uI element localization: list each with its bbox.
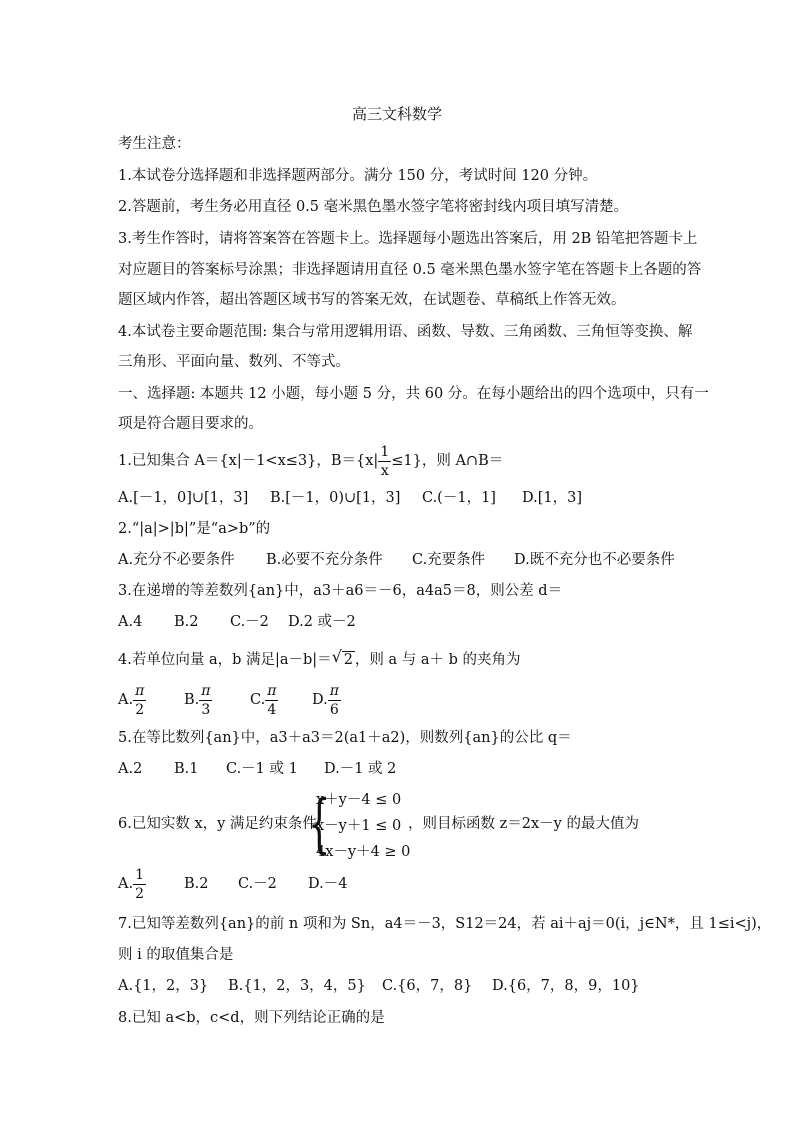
notice-heading: 考生注意：: [118, 136, 191, 152]
q6-constraint-1: x＋y－4 ≤ 0: [316, 792, 402, 808]
question-6-options: [118, 864, 347, 904]
question-6-stem-start: 6.已知实数 x，y 满足约束条件: [118, 816, 317, 832]
q2-option-d: D.既不充分也不必要条件: [514, 552, 675, 568]
pi-symbol: π: [267, 682, 277, 699]
q1-option-b: B.[－1，0)∪[1，3]: [270, 490, 401, 506]
q4-option-a-fraction: [133, 682, 146, 719]
q4-option-c-denominator: 4: [267, 701, 277, 718]
q7-option-b: B.{1，2，3，4，5}: [228, 978, 366, 994]
q4-option-c: [250, 680, 312, 720]
left-brace: {: [308, 787, 331, 861]
q5-option-a: A.2: [118, 761, 143, 777]
q6-option-a: [118, 864, 184, 904]
question-1-options: [118, 488, 582, 508]
question-7-options: [118, 976, 640, 996]
q4-option-a-denominator: 2: [135, 701, 145, 718]
q1-option-a: A.[－1，0]∪[1，3]: [118, 490, 249, 506]
q5-option-c: C.－1 或 1: [226, 761, 298, 777]
question-8-stem: 8.已知 a<b，c<d，则下列结论正确的是: [118, 1010, 385, 1026]
q4-option-d-label: D.: [312, 692, 328, 708]
q6-option-c: C.－2: [238, 876, 277, 892]
question-5-stem: 5.在等比数列{an}中，a3＋a3＝2(a1＋a2)，则数列{an}的公比 q＝: [118, 730, 572, 746]
q4-option-d-fraction: [328, 682, 341, 719]
q4-stem-end: ，则 a 与 a＋ b 的夹角为: [354, 652, 521, 668]
pi-symbol: π: [201, 682, 211, 699]
page-title: 高三文科数学: [351, 105, 442, 123]
q3-option-a: A.4: [118, 614, 143, 630]
q4-option-c-label: C.: [250, 692, 266, 708]
q3-option-d: D.2 或－2: [288, 614, 356, 630]
question-1-stem: [118, 442, 503, 480]
section-heading-line-2: 项是符合题目要求的。: [118, 416, 263, 432]
q6-option-a-fraction: [133, 866, 146, 903]
q1-stem-end: ≤1}，则 A∩B＝: [391, 453, 504, 469]
q4-radicand: 2: [343, 652, 353, 668]
notice-item-3-line-1: 3.考生作答时，请将答案答在答题卡上。选择题每小题选出答案后，用 2B 铅笔把答题卡上: [118, 231, 698, 247]
q7-option-d: D.{6，7，8，9，10}: [492, 978, 640, 994]
question-3-options: [118, 612, 356, 632]
question-5-options: [118, 759, 396, 779]
q6-option-a-denominator: 2: [135, 885, 145, 902]
q5-option-d: D.－1 或 2: [324, 761, 397, 777]
question-7-stem-line-2: 则 i 的取值集合是: [118, 947, 234, 963]
q6-option-b: B.2: [184, 876, 209, 892]
q1-option-c: C.(－1，1]: [422, 490, 496, 506]
pi-symbol: π: [135, 682, 145, 699]
question-2-stem: 2.“|a|>|b|”是“a>b”的: [118, 521, 271, 537]
q4-option-d-denominator: 6: [329, 701, 339, 718]
q6-constraint-2: x－y＋1 ≤ 0: [316, 818, 402, 834]
q2-option-b: B.必要不充分条件: [266, 552, 383, 568]
q4-square-root: [332, 648, 355, 672]
question-3-stem: 3.在递增的等差数列{an}中，a3＋a6＝－6，a4a5＝8，则公差 d＝: [118, 583, 563, 599]
q4-option-a: [118, 680, 184, 720]
q3-option-b: B.2: [174, 614, 199, 630]
q2-option-a: A.充分不必要条件: [118, 552, 235, 568]
question-6-stem-end: ，则目标函数 z＝2x－y 的最大值为: [408, 816, 639, 832]
section-heading-line-1: 一、选择题: 本题共 12 小题，每小题 5 分，共 60 分。在每小题给出的四个选项中，只有一: [118, 386, 709, 402]
q4-option-a-label: A.: [118, 692, 134, 708]
q2-option-c: C.充要条件: [412, 552, 486, 568]
notice-item-3-line-3: 题区域内作答，超出答题区域书写的答案无效，在试题卷、草稿纸上作答无效。: [118, 292, 626, 308]
q4-option-c-fraction: [265, 682, 278, 719]
question-7-stem-line-1: 7.已知等差数列{an}的前 n 项和为 Sn，a4＝－3，S12＝24，若 ai＋aj＝0(i，j∈N*，且 1≤i<j)，: [118, 916, 772, 932]
q6-option-a-numerator: 1: [135, 866, 145, 883]
q3-option-c: C.－2: [230, 614, 269, 630]
notice-item-3-line-2: 对应题目的答案标号涂黑；非选择题请用直径 0.5 毫米黑色墨水签字笔在答题卡上各题的答: [118, 262, 702, 278]
notice-item-2: 2.答题前，考生务必用直径 0.5 毫米黑色墨水签字笔将密封线内项目填写清楚。: [118, 199, 629, 215]
question-2-options: [118, 550, 675, 570]
q4-option-b: [184, 680, 250, 720]
q6-constraint-3: 4x－y＋4 ≥ 0: [316, 844, 411, 860]
notice-item-4-line-1: 4.本试卷主要命题范围: 集合与常用逻辑用语、函数、导数、三角函数、三角恒等变换、解: [118, 324, 693, 340]
q1-option-d: D.[1，3]: [522, 490, 582, 506]
q4-option-d: [312, 680, 341, 720]
q4-option-b-fraction: [199, 682, 212, 719]
pi-symbol: π: [329, 682, 339, 699]
question-4-options: [118, 680, 341, 720]
notice-item-1: 1.本试卷分选择题和非选择题两部分。满分 150 分，考试时间 120 分钟。: [118, 168, 598, 184]
q5-option-b: B.1: [174, 761, 199, 777]
q7-option-c: C.{6，7，8}: [382, 978, 473, 994]
q1-fraction-denominator: x: [380, 462, 389, 479]
notice-item-4-line-2: 三角形、平面向量、数列、不等式。: [118, 354, 350, 370]
q1-stem-start: 1.已知集合 A＝{x|－1<x≤3}，B＝{x|: [118, 453, 379, 469]
q4-stem-start: 4.若单位向量 a，b 满足|a－b|＝: [118, 652, 332, 668]
q6-option-a-label: A.: [118, 876, 134, 892]
radical-sign: √: [331, 647, 342, 666]
question-4-stem: [118, 648, 521, 672]
q6-option-d: D.－4: [308, 876, 348, 892]
q4-option-b-denominator: 3: [201, 701, 211, 718]
q1-fraction-numerator: 1: [380, 443, 390, 460]
q4-option-b-label: B.: [184, 692, 200, 708]
q1-fraction: [378, 443, 391, 480]
q7-option-a: A.{1，2，3}: [118, 978, 209, 994]
